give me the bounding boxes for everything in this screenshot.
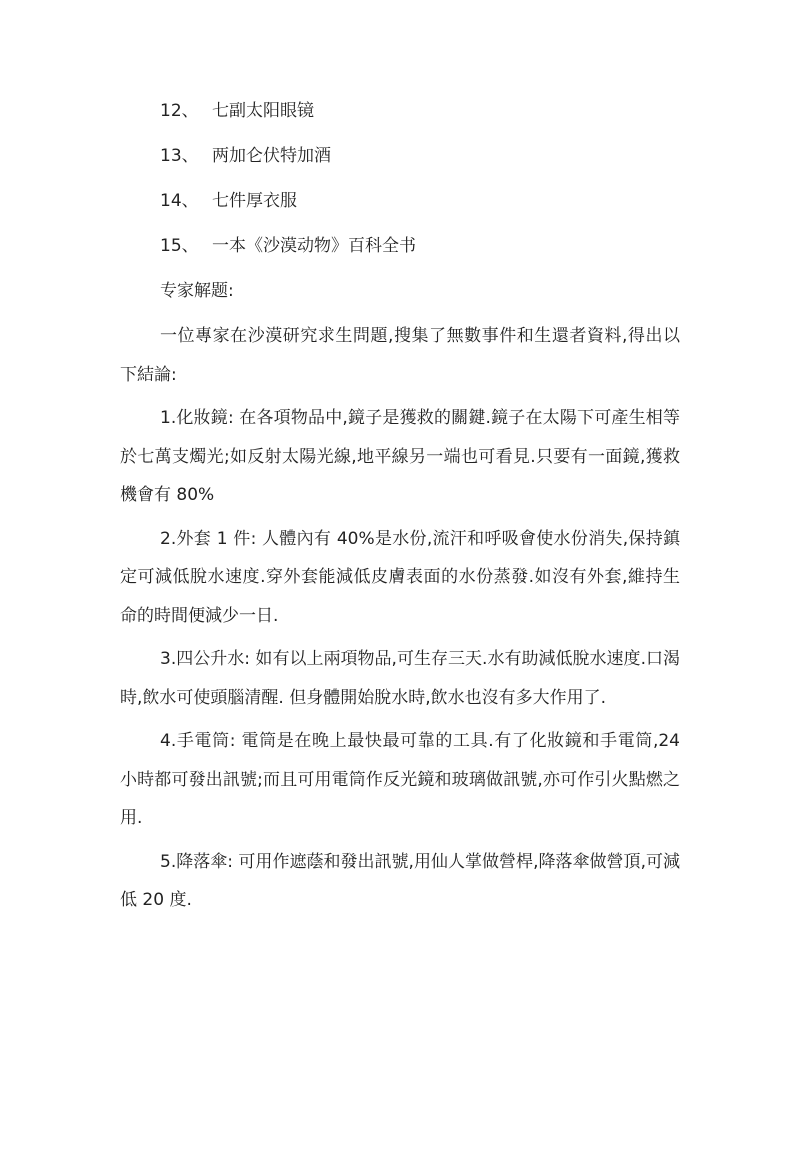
section-heading: 专家解题: (160, 281, 234, 301)
list-item-text: 两加仑伏特加酒 (212, 146, 331, 166)
list-item-text: 七副太阳眼镜 (212, 101, 314, 121)
point-paragraph-mirror: 1.化妝鏡: 在各項物品中,鏡子是獲救的關鍵.鏡子在太陽下可產生相等於七萬支燭光;如反射太陽光線,地平線另一端也可看見.只要有一面鏡,獲救機會有 80% (120, 408, 680, 505)
list-item (120, 235, 680, 257)
list-item-text: 一本《沙漠动物》百科全书 (212, 236, 416, 256)
point-paragraph-flashlight: 4.手電筒: 電筒是在晚上最快最可靠的工具.有了化妝鏡和手電筒,24 小時都可發出訊號;而且可用電筒作反光鏡和玻璃做訊號,亦可作引火點燃之用. (120, 731, 680, 828)
point-paragraph-parachute: 5.降落傘: 可用作遮蔭和發出訊號,用仙人掌做營桿,降落傘做營頂,可減低 20 度. (120, 851, 680, 910)
point-paragraph-water: 3.四公升水: 如有以上兩項物品,可生存三天.水有助減低脫水速度.口渴時,飲水可使頭腦清醒. 但身體開始脫水時,飲水也沒有多大作用了. (120, 649, 680, 708)
point-paragraph-coat: 2.外套 1 件: 人體內有 40%是水份,流汗和呼吸會使水份消失,保持鎮定可減低脫水速度.穿外套能減低皮膚表面的水份蒸發.如沒有外套,維持生命的時間便減少一日. (120, 528, 680, 626)
document-body (120, 100, 680, 925)
list-item-number: 12、 (160, 101, 199, 121)
list-item-text: 七件厚衣服 (212, 191, 297, 211)
list-item (120, 145, 680, 167)
list-item-number: 15、 (160, 236, 199, 256)
list-item-number: 14、 (160, 191, 199, 211)
intro-paragraph: 一位專家在沙漠研究求生問題,搜集了無數事件和生還者資料,得出以下結論: (120, 326, 680, 385)
list-item (120, 100, 680, 122)
list-item-number: 13、 (160, 146, 199, 166)
list-item (120, 190, 680, 212)
